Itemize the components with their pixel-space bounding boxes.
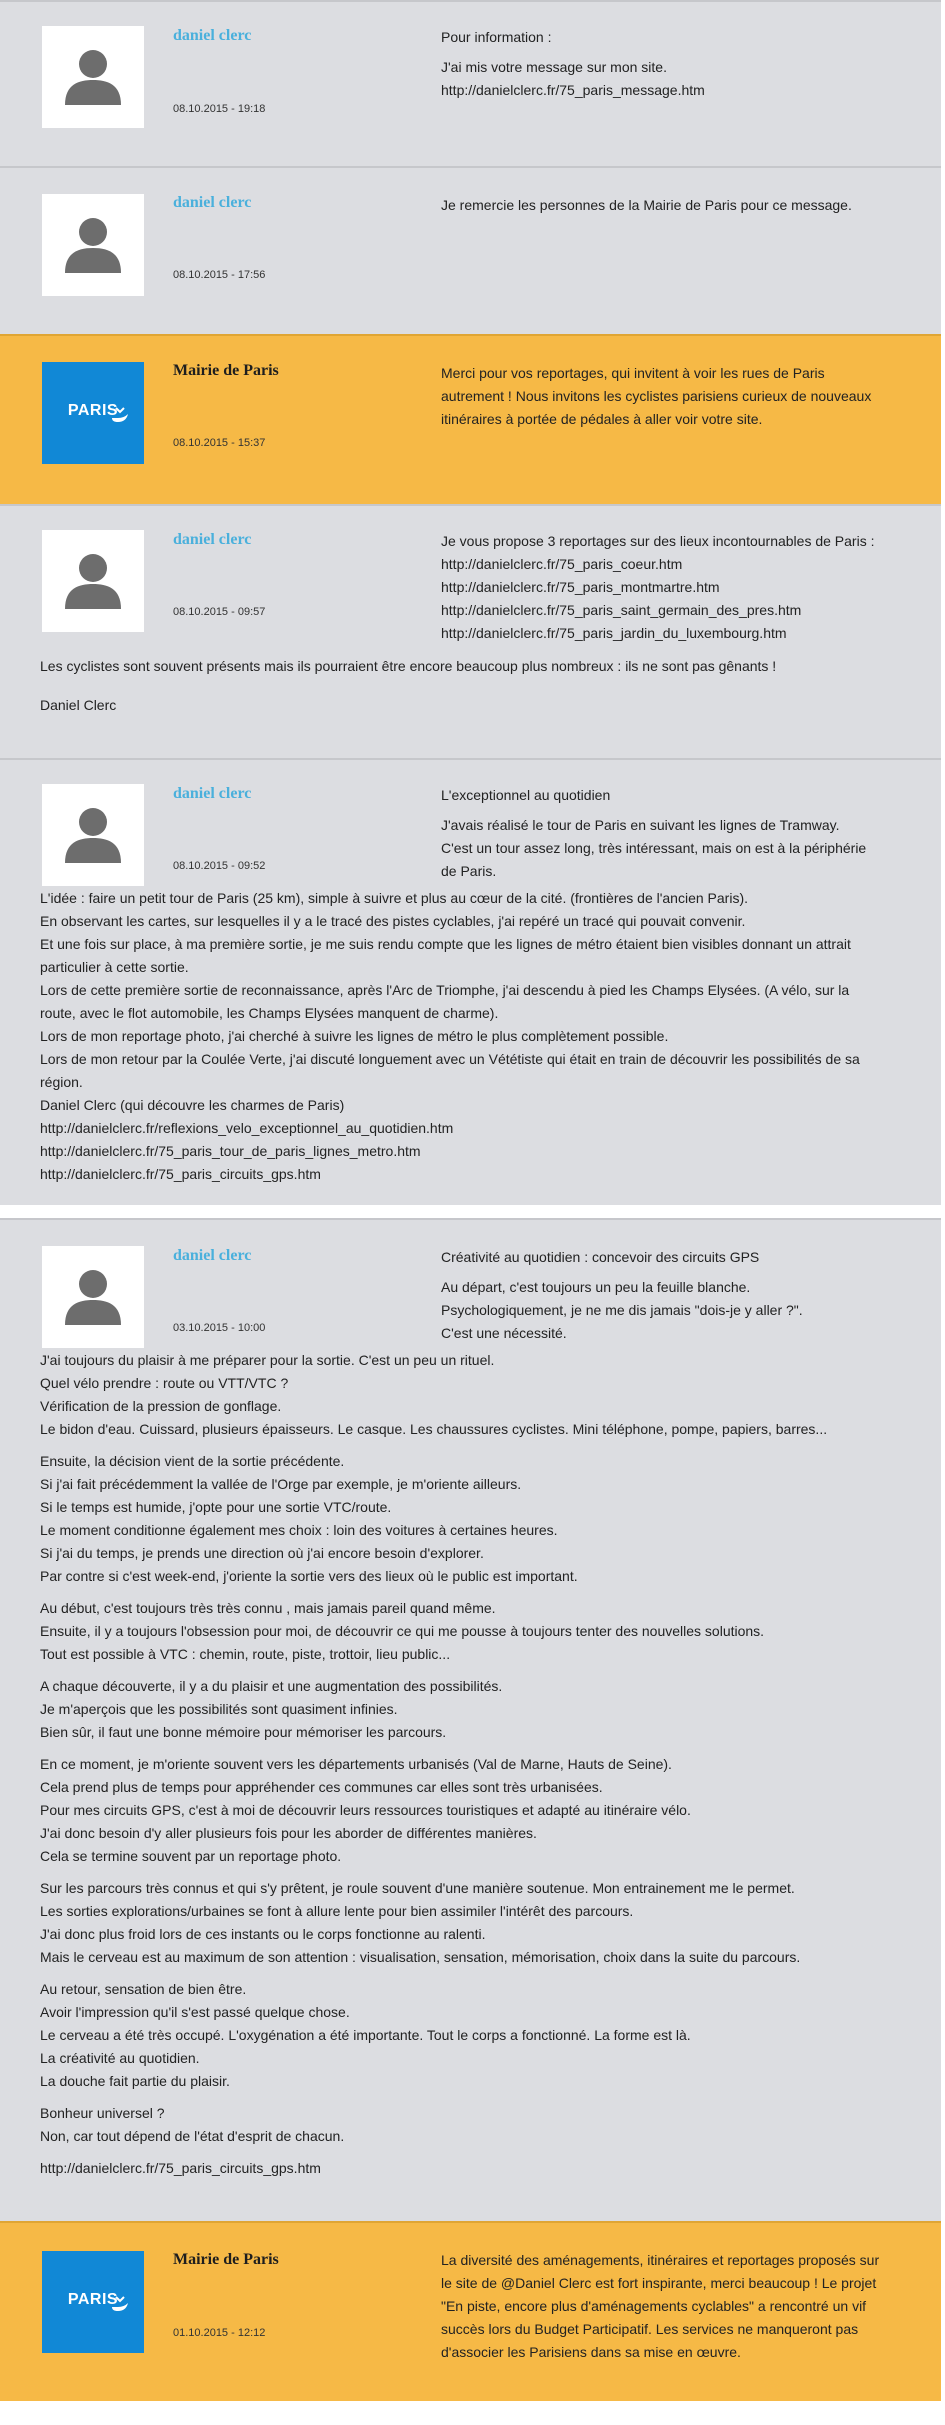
comment-line: Pour mes circuits GPS, c'est à moi de découvrir leurs ressources touristiques et adapté au itinéraire vélo. [40, 1802, 691, 1818]
comment-paragraph [40, 2102, 910, 2148]
comment-paragraph [441, 194, 911, 217]
comment-author[interactable]: daniel clerc [173, 27, 252, 44]
comment-date: 03.10.2015 - 10:00 [173, 1322, 266, 1334]
comment-date: 08.10.2015 - 19:18 [173, 103, 266, 115]
comment-paragraph [441, 362, 911, 431]
comment-line: Au départ, c'est toujours un peu la feuille blanche. [441, 1279, 751, 1295]
paris-logo-text: PARIS [67, 402, 119, 419]
comment-line: J'ai donc plus froid lors de ces instants ou le corps fonctionne au ralenti. [40, 1926, 486, 1942]
comment-card-official [0, 334, 941, 504]
comment-line: route, avec le flot automobile, les Champs Elysées manquent de charme). [40, 1005, 499, 1021]
comment-line: Je vous propose 3 reportages sur des lieux incontournables de Paris : [441, 533, 875, 549]
comment-line: Ensuite, la décision vient de la sortie précédente. [40, 1453, 345, 1469]
comment-line: C'est une nécessité. [441, 1325, 567, 1341]
comment-paragraph [441, 26, 911, 49]
comment-line: Je m'aperçois que les possibilités sont quasiment infinies. [40, 1701, 398, 1717]
default-avatar [42, 26, 144, 128]
comment-line: d'associer les Parisiens dans sa mise en œuvre. [441, 2344, 741, 2360]
comment-date: 08.10.2015 - 09:57 [173, 606, 266, 618]
comment-date: 08.10.2015 - 09:52 [173, 860, 266, 872]
comment-text [441, 26, 911, 109]
comment-paragraph [40, 1597, 910, 1666]
comment-line: L'idée : faire un petit tour de Paris (25 km), simple à suivre et plus au cœur de la cité. (frontières de l'ancien Paris). [40, 890, 748, 906]
comment-link[interactable]: http://danielclerc.fr/75_paris_circuits_gps.htm [40, 2160, 321, 2176]
comment-author[interactable]: Mairie de Paris [173, 362, 279, 379]
comment-author[interactable]: daniel clerc [173, 531, 252, 548]
user-silhouette-icon [42, 26, 144, 128]
comment-line: le site de @Daniel Clerc est fort inspirante, merci beaucoup ! Le projet [441, 2275, 877, 2291]
comment-paragraph [441, 814, 911, 883]
comment-line: Mais le cerveau est au maximum de son attention : visualisation, sensation, mémorisation, choix dans la suite du parcours. [40, 1949, 801, 1965]
comment-line: Créativité au quotidien : concevoir des circuits GPS [441, 1249, 760, 1265]
comment-body [40, 887, 910, 1195]
comment-link[interactable]: http://danielclerc.fr/75_paris_circuits_gps.htm [40, 1166, 321, 1182]
paris-logo [42, 2251, 144, 2353]
comment-line: Le moment conditionne également mes choix : loin des voitures à certaines heures. [40, 1522, 558, 1538]
comment-line: Par contre si c'est week-end, j'oriente la sortie vers des lieux où le public est important. [40, 1568, 578, 1584]
comment-line: région. [40, 1074, 83, 1090]
comment-line: La diversité des aménagements, itinéraires et reportages proposés sur [441, 2252, 880, 2268]
comment-text [441, 1246, 911, 1352]
comment-line: Le bidon d'eau. Cuissard, plusieurs épaisseurs. Le casque. Les chaussures cyclistes. Mini téléphone, pompe, papiers, barres... [40, 1421, 828, 1437]
comment-line: L'exceptionnel au quotidien [441, 787, 611, 803]
comment-line: Si j'ai fait précédemment la vallée de l'Orge par exemple, je m'oriente ailleurs. [40, 1476, 522, 1492]
user-silhouette-icon [42, 1246, 144, 1348]
default-avatar [42, 530, 144, 632]
comment-paragraph [40, 2157, 910, 2180]
comment-line: Vérification de la pression de gonflage. [40, 1398, 282, 1414]
comment-line: Je remercie les personnes de la Mairie de Paris pour ce message. [441, 197, 852, 213]
comment-date: 08.10.2015 - 17:56 [173, 269, 266, 281]
comment-line: Les cyclistes sont souvent présents mais ils pourraient être encore beaucoup plus nombreux : ils ne sont pas gênants ! [40, 658, 777, 674]
comment-author[interactable]: Mairie de Paris [173, 2251, 279, 2268]
comment-line: J'ai donc besoin d'y aller plusieurs fois pour les aborder de différentes manières. [40, 1825, 537, 1841]
comment-card [0, 758, 941, 1205]
comment-paragraph [40, 1675, 910, 1744]
comment-line: Cela prend plus de temps pour appréhender ces communes car elles sont très urbanisées. [40, 1779, 603, 1795]
comment-line: Psychologiquement, je ne me dis jamais "dois-je y aller ?". [441, 1302, 803, 1318]
comment-link[interactable]: http://danielclerc.fr/75_paris_message.htm [441, 82, 705, 98]
boat-icon [42, 362, 144, 464]
comment-body [40, 1349, 910, 2189]
comment-paragraph [441, 1246, 911, 1269]
comment-card [0, 0, 941, 166]
comment-line: Cela se termine souvent par un reportage photo. [40, 1848, 342, 1864]
comment-line: Bonheur universel ? [40, 2105, 165, 2121]
comment-text [441, 2249, 911, 2371]
comment-link[interactable]: http://danielclerc.fr/75_paris_tour_de_paris_lignes_metro.htm [40, 1143, 421, 1159]
comment-link[interactable]: http://danielclerc.fr/75_paris_coeur.htm [441, 556, 683, 572]
comment-line: Lors de mon retour par la Coulée Verte, j'ai discuté longuement avec un Vététiste qui était en train de découvrir les possibilités de sa [40, 1051, 860, 1067]
comment-signature: Daniel Clerc (qui découvre les charmes de Paris) [40, 1097, 345, 1113]
comment-paragraph [40, 887, 910, 1186]
comment-paragraph [441, 1276, 911, 1345]
user-silhouette-icon [42, 194, 144, 296]
comment-line: Pour information : [441, 29, 552, 45]
comment-line: Et une fois sur place, à ma première sortie, je me suis rendu compte que les lignes de métro étaient bien visibles donnant un attrait [40, 936, 851, 952]
comment-line: Lors de mon reportage photo, j'ai cherché à suivre les lignes de métro le plus complètement possible. [40, 1028, 669, 1044]
comment-body [40, 655, 910, 726]
comment-link[interactable]: http://danielclerc.fr/75_paris_saint_germain_des_pres.htm [441, 602, 802, 618]
comment-card [0, 1218, 941, 2221]
comment-card-official [0, 2221, 941, 2401]
default-avatar [42, 784, 144, 886]
comment-text [441, 362, 911, 438]
comment-line: Le cerveau a été très occupé. L'oxygénation a été importante. Tout le corps a fonctionné. La forme est là. [40, 2027, 691, 2043]
user-silhouette-icon [42, 530, 144, 632]
comment-paragraph [40, 694, 910, 717]
comment-line: A chaque découverte, il y a du plaisir et une augmentation des possibilités. [40, 1678, 503, 1694]
comment-card [0, 166, 941, 334]
comment-author[interactable]: daniel clerc [173, 785, 252, 802]
comment-card [0, 504, 941, 758]
comment-link[interactable]: http://danielclerc.fr/reflexions_velo_exceptionnel_au_quotidien.htm [40, 1120, 454, 1136]
comment-author[interactable]: daniel clerc [173, 1247, 252, 1264]
comment-line: Bien sûr, il faut une bonne mémoire pour mémoriser les parcours. [40, 1724, 447, 1740]
comment-paragraph [40, 1978, 910, 2093]
comment-line: particulier à cette sortie. [40, 959, 189, 975]
comment-line: Non, car tout dépend de l'état d'esprit de chacun. [40, 2128, 345, 2144]
comment-line: J'ai mis votre message sur mon site. [441, 59, 667, 75]
comment-paragraph [40, 1450, 910, 1588]
comment-line: En ce moment, je m'oriente souvent vers les départements urbanisés (Val de Marne, Hauts de Seine). [40, 1756, 672, 1772]
comment-line: Quel vélo prendre : route ou VTT/VTC ? [40, 1375, 289, 1391]
comment-line: Au début, c'est toujours très très connu , mais jamais pareil quand même. [40, 1600, 496, 1616]
comment-date: 08.10.2015 - 15:37 [173, 437, 266, 449]
comment-line: Les sorties explorations/urbaines se font à allure lente pour bien assimiler l'intérêt des parcours. [40, 1903, 634, 1919]
comment-paragraph [40, 655, 910, 678]
comment-paragraph [40, 1877, 910, 1969]
comment-paragraph [441, 784, 911, 807]
comment-author[interactable]: daniel clerc [173, 194, 252, 211]
boat-icon [42, 2251, 144, 2353]
comment-paragraph [441, 56, 911, 102]
comment-line: J'avais réalisé le tour de Paris en suivant les lignes de Tramway. [441, 817, 840, 833]
comment-line: Avoir l'impression qu'il s'est passé quelque chose. [40, 2004, 350, 2020]
comment-text [441, 784, 911, 890]
comment-line: Si j'ai du temps, je prends une direction où j'ai encore besoin d'explorer. [40, 1545, 484, 1561]
comment-line: La créativité au quotidien. [40, 2050, 200, 2066]
comment-line: En observant les cartes, sur lesquelles il y a le tracé des pistes cyclables, j'ai repéré un tracé qui pouvait convenir. [40, 913, 746, 929]
comment-line: "En piste, encore plus d'aménagements cyclables" a rencontré un vif [441, 2298, 867, 2314]
comment-line: Lors de cette première sortie de reconnaissance, après l'Arc de Triomphe, j'ai descendu à pied les Champs Elysées. (A vélo, sur la [40, 982, 850, 998]
comment-line: C'est un tour assez long, très intéressant, mais on est à la périphérie [441, 840, 867, 856]
comment-signature: Daniel Clerc [40, 697, 117, 713]
paris-logo-text: PARIS [67, 2291, 119, 2308]
comment-paragraph [40, 1753, 910, 1868]
comment-line: itinéraires à portée de pédales à aller voir votre site. [441, 411, 763, 427]
comment-line: Au retour, sensation de bien être. [40, 1981, 247, 1997]
comment-line: de Paris. [441, 863, 497, 879]
comment-line: Si le temps est humide, j'opte pour une sortie VTC/route. [40, 1499, 392, 1515]
comment-paragraph [441, 530, 911, 645]
comment-line: Tout est possible à VTC : chemin, route, piste, trottoir, lieu public... [40, 1646, 451, 1662]
comment-line: La douche fait partie du plaisir. [40, 2073, 230, 2089]
comment-date: 01.10.2015 - 12:12 [173, 2327, 266, 2339]
comment-line: Ensuite, il y a toujours l'obsession pour moi, de découvrir ce qui me pousse à toujours tenter des nouvelles solutions. [40, 1623, 765, 1639]
comment-line: autrement ! Nous invitons les cyclistes parisiens curieux de nouveaux [441, 388, 872, 404]
comment-line: J'ai toujours du plaisir à me préparer pour la sortie. C'est un peu un rituel. [40, 1352, 495, 1368]
comment-line: succès lors du Budget Participatif. Les services ne manqueront pas [441, 2321, 859, 2337]
comment-link[interactable]: http://danielclerc.fr/75_paris_jardin_du_luxembourg.htm [441, 625, 787, 641]
comment-paragraph [40, 1349, 910, 1441]
comment-text [441, 194, 911, 224]
comment-line: Merci pour vos reportages, qui invitent à voir les rues de Paris [441, 365, 825, 381]
comment-text [441, 530, 911, 652]
comment-link[interactable]: http://danielclerc.fr/75_paris_montmartre.htm [441, 579, 720, 595]
comment-line: Sur les parcours très connus et qui s'y prêtent, je roule souvent d'une manière soutenue. Mon entrainement me le permet. [40, 1880, 795, 1896]
paris-logo [42, 362, 144, 464]
default-avatar [42, 1246, 144, 1348]
user-silhouette-icon [42, 784, 144, 886]
comment-paragraph [441, 2249, 911, 2364]
default-avatar [42, 194, 144, 296]
